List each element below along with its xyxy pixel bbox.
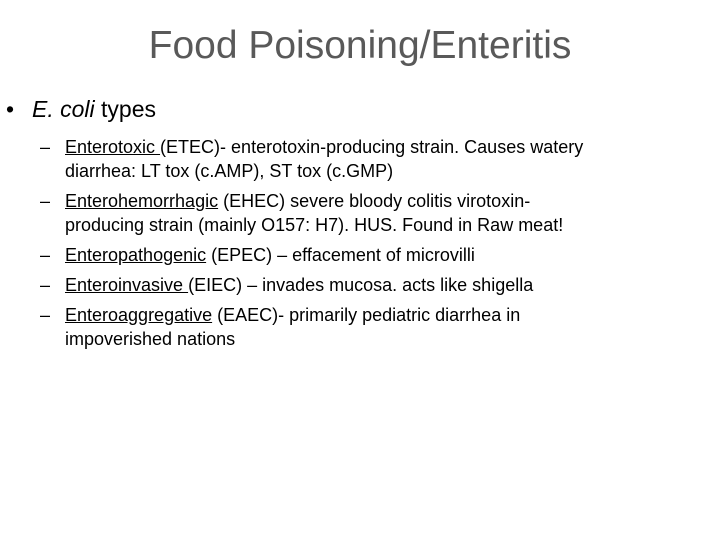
ehec-line-1 xyxy=(65,189,715,213)
etec-desc-2: diarrhea: LT tox (c.AMP), ST tox (c.GMP) xyxy=(65,161,394,181)
dash-marker: – xyxy=(40,191,51,211)
ehec-desc-1: severe bloody colitis virotoxin- xyxy=(285,191,531,211)
list-item-eaec xyxy=(40,303,715,351)
eiec-term: Enteroinvasive xyxy=(65,275,189,295)
dash-marker: – xyxy=(40,137,51,157)
epec-desc-1: – effacement of microvilli xyxy=(272,245,475,265)
bullet-ecoli-types xyxy=(6,93,706,125)
etec-term: Enterotoxic xyxy=(65,137,161,157)
eaec-term: Enteroaggregative xyxy=(65,305,213,325)
list-item-epec xyxy=(40,243,715,267)
slide-title: Food Poisoning/Enteritis xyxy=(148,24,572,67)
eaec-desc-1: - primarily pediatric diarrhea in xyxy=(278,305,521,325)
etec-abbr: (ETEC) xyxy=(160,137,221,157)
ehec-term: Enterohemorrhagic xyxy=(65,191,219,211)
epec-term: Enteropathogenic xyxy=(65,245,207,265)
eiec-desc-1: – invades mucosa. acts like shigella xyxy=(242,275,534,295)
ehec-abbr: (EHEC) xyxy=(218,191,286,211)
eaec-abbr: (EAEC) xyxy=(212,305,279,325)
list-item-etec xyxy=(40,135,715,183)
eaec-line-1 xyxy=(65,303,715,327)
bullet-marker: • xyxy=(6,96,15,122)
ecoli-types-list xyxy=(40,135,715,357)
epec-abbr: (EPEC) xyxy=(206,245,273,265)
eaec-desc-2: impoverished nations xyxy=(65,329,236,349)
etec-line-1 xyxy=(65,135,715,159)
epec-line-1 xyxy=(65,243,715,267)
dash-marker: – xyxy=(40,245,51,265)
dash-marker: – xyxy=(40,305,51,325)
list-item-ehec xyxy=(40,189,715,237)
eiec-abbr: (EIEC) xyxy=(188,275,243,295)
etec-desc-1: - enterotoxin-producing strain. Causes watery xyxy=(220,137,584,157)
bullet-text: types xyxy=(94,96,157,122)
dash-marker: – xyxy=(40,275,51,295)
bullet-italic-ecoli: E. coli xyxy=(32,96,95,122)
list-item-eiec xyxy=(40,273,715,297)
ehec-desc-2: producing strain (mainly O157: H7). HUS. Found in Raw meat! xyxy=(65,215,564,235)
eiec-line-1 xyxy=(65,273,715,297)
